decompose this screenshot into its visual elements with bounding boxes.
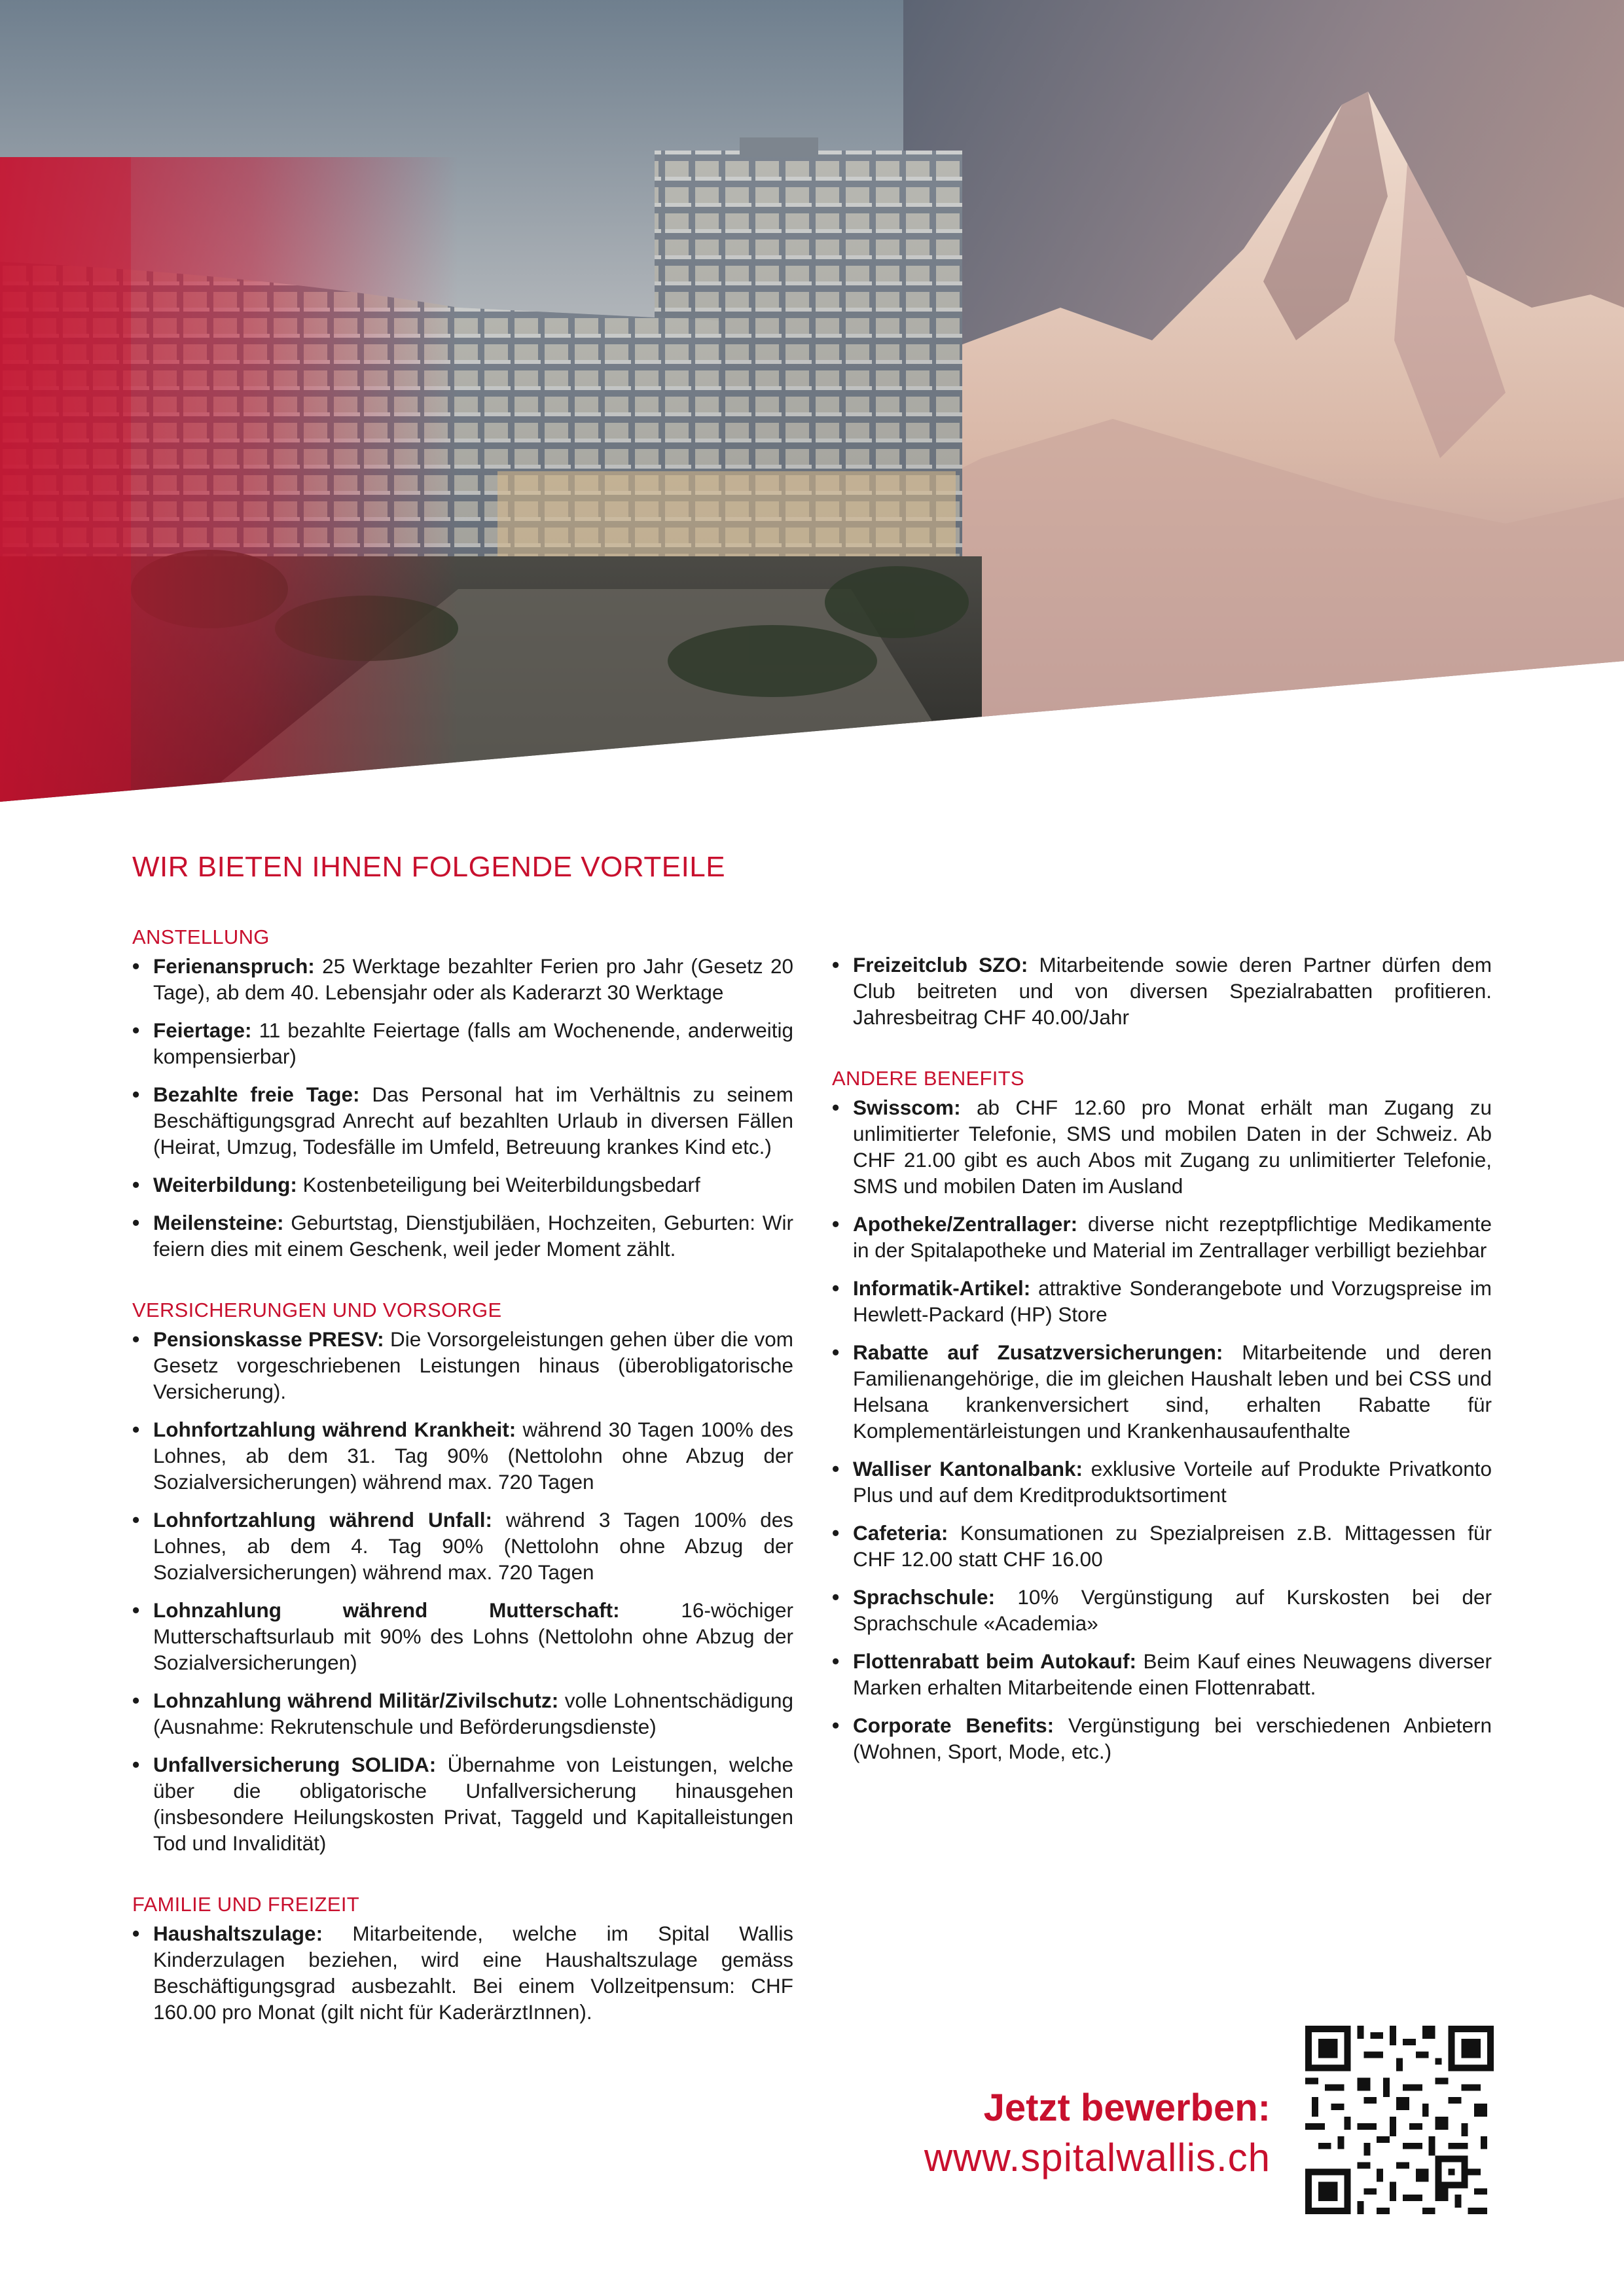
left-column (132, 851, 793, 2062)
item-text: Übernahme von Leistungen, welche über die obligatorische Unfallversicherung hinausgehen (insbesondere Heilungskosten Privat, Taggeld und Kapitalleistungen Tod und Invalidität) (153, 1753, 793, 1855)
item-text: Das Personal hat im Verhältnis zu seinem Beschäftigungsgrad Anrecht auf bezahlten Urlaub in diversen Fällen (Heirat, Umzug, Todesfälle im Umfeld, Betreuung krankes Kind etc.) (153, 1083, 793, 1158)
item-text: Beim Kauf eines Neuwagens diverser Marken erhalten Mitarbeitende einen Flottenrabatt. (853, 1649, 1492, 1699)
list-item (132, 1081, 793, 1160)
item-term: Sprachschule: (853, 1585, 996, 1609)
hero-image (0, 0, 1624, 802)
section-heading-anstellung: ANSTELLUNG (132, 925, 270, 948)
item-text: 11 bezahlte Feiertage (falls am Wochenende, anderweitig kompensierbar) (153, 1018, 793, 1068)
item-text: Die Vorsorgeleistungen gehen über die vom Gesetz vorgeschriebenen Leistungen hinaus (überobligatorische Versicherung). (153, 1327, 793, 1403)
item-term: Ferienanspruch: (153, 954, 315, 978)
list-item (832, 1712, 1492, 1765)
list-item (132, 1416, 793, 1495)
list-item (832, 952, 1492, 1030)
list-item (132, 1172, 793, 1198)
website-link[interactable]: www.spitalwallis.ch (924, 2136, 1271, 2179)
item-text: Kostenbeteiligung bei Weiterbildungsbedarf (297, 1173, 700, 1196)
item-text: während 3 Tagen 100% des Lohnes, ab dem 4. Tag 90% (Nettolohn ohne Abzug der Sozialversicherungen) während max. 720 Tagen (153, 1508, 794, 1584)
item-term: Flottenrabatt beim Autokauf: (853, 1649, 1136, 1673)
right-column (832, 851, 1492, 1801)
item-text: Konsumationen zu Spezialpreisen z.B. Mittagessen für CHF 12.00 statt CHF 16.00 (853, 1521, 1492, 1571)
section-heading-andere-benefits: ANDERE BENEFITS (832, 1067, 1024, 1090)
list-freizeit (832, 952, 1492, 1030)
item-term: Pensionskasse PRESV: (153, 1327, 384, 1351)
list-item (832, 1520, 1492, 1572)
list-item (132, 1507, 793, 1585)
item-text: 25 Werktage bezahlter Ferien pro Jahr (Gesetz 20 Tage), ab dem 40. Lebensjahr oder als Kaderarzt 30 Werktage (153, 954, 793, 1004)
item-term: Lohnfortzahlung während Krankheit: (153, 1418, 516, 1441)
item-term: Lohnzahlung während Militär/Zivilschutz: (153, 1689, 559, 1712)
item-text: 16-wöchiger Mutterschaftsurlaub mit 90% des Lohns (Nettolohn ohne Abzug der Sozialversicherungen) (153, 1598, 794, 1674)
list-item (132, 1751, 793, 1856)
item-text: Vergünstigung bei verschiedenen Anbietern (Wohnen, Sport, Mode, etc.) (853, 1713, 1492, 1763)
item-term: Freizeitclub SZO: (853, 953, 1028, 977)
apply-now-label: Jetzt bewerben: (983, 2087, 1271, 2129)
list-anstellung (132, 953, 793, 1262)
item-text: Mitarbeitende sowie deren Partner dürfen dem Club beitreten und von diversen Spezialrabatten profitieren. Jahresbeitrag CHF 40.00/Jahr (853, 953, 1492, 1029)
list-item (132, 1687, 793, 1740)
section-heading-versicherungen: VERSICHERUNGEN UND VORSORGE (132, 1299, 502, 1321)
item-text: während 30 Tagen 100% des Lohnes, ab dem 31. Tag 90% (Nettolohn ohne Abzug der Sozialversicherungen) während max. 720 Tagen (153, 1418, 793, 1494)
list-item (832, 1584, 1492, 1636)
item-term: Rabatte auf Zusatzversicherungen: (853, 1340, 1223, 1364)
item-text: Mitarbeitende, welche im Spital Wallis Kinderzulagen beziehen, wird eine Haushaltszulage gemäss Beschäftigungsgrad ausbezahlt. Bei einem Vollzeitpensum: CHF 160.00 pro Monat (gilt nicht für KaderärztInnen). (153, 1922, 793, 2024)
item-term: Haushaltszulage: (153, 1922, 323, 1945)
item-term: Lohnzahlung während Mutterschaft: (153, 1598, 620, 1622)
item-text: ab CHF 12.60 pro Monat erhält man Zugang zu unlimitierter Telefonie, SMS und mobilen Daten in der Schweiz. Ab CHF 21.00 gibt es auch Abos mit Zugang zu unlimitierter Telefonie, SMS und mobilen Daten im Ausland (853, 1096, 1492, 1198)
list-item (832, 1339, 1492, 1444)
item-term: Informatik-Artikel: (853, 1276, 1031, 1300)
list-item (132, 953, 793, 1005)
list-item (832, 1456, 1492, 1508)
item-text: attraktive Sonderangebote und Vorzugspreise im Hewlett-Packard (HP) Store (853, 1276, 1492, 1326)
hospital-and-matterhorn-photo (0, 0, 1624, 802)
item-term: Swisscom: (853, 1096, 961, 1119)
item-term: Meilensteine: (153, 1211, 284, 1234)
list-item (132, 1326, 793, 1405)
list-item (832, 1211, 1492, 1263)
item-term: Feiertage: (153, 1018, 252, 1042)
qr-code-icon[interactable] (1305, 2026, 1494, 2214)
list-item (832, 1094, 1492, 1199)
list-item (132, 1017, 793, 1069)
item-term: Apotheke/Zentrallager: (853, 1212, 1078, 1236)
item-text: Geburtstag, Dienstjubiläen, Hochzeiten, Geburten: Wir feiern dies mit einem Geschenk, weil jeder Moment zählt. (153, 1211, 793, 1261)
list-familie (132, 1920, 793, 2025)
list-item (132, 1210, 793, 1262)
item-term: Lohnfortzahlung während Unfall: (153, 1508, 492, 1532)
item-term: Weiterbildung: (153, 1173, 297, 1196)
item-term: Corporate Benefits: (853, 1713, 1055, 1737)
item-term: Bezahlte freie Tage: (153, 1083, 360, 1106)
list-item (832, 1275, 1492, 1327)
item-text: diverse nicht rezeptpflichtige Medikamente in der Spitalapotheke und Material im Zentrallager verbilligt beziehbar (853, 1212, 1492, 1262)
item-term: Walliser Kantonalbank: (853, 1457, 1083, 1480)
item-text: 10% Vergünstigung auf Kurskosten bei der Sprachschule «Academia» (853, 1585, 1492, 1635)
item-text: exklusive Vorteile auf Produkte Privatkonto Plus und auf dem Kreditproduktsortiment (853, 1457, 1492, 1507)
call-to-action (924, 2085, 1271, 2185)
list-item (832, 1648, 1492, 1700)
page-title: WIR BIETEN IHNEN FOLGENDE VORTEILE (132, 851, 726, 883)
list-item (132, 1597, 793, 1676)
list-versicherungen (132, 1326, 793, 1856)
section-heading-familie: FAMILIE UND FREIZEIT (132, 1893, 360, 1916)
item-term: Unfallversicherung SOLIDA: (153, 1753, 437, 1776)
item-text: Mitarbeitende und deren Familienangehörige, die im gleichen Haushalt leben und bei CSS und Helsana krankenversichert sind, erhalten Rabatte für Komplementärleistungen und Krankenhausaufenthalte (853, 1340, 1492, 1443)
item-text: volle Lohnentschädigung (Ausnahme: Rekrutenschule und Beförderungsdienste) (153, 1689, 793, 1738)
list-andere-benefits (832, 1094, 1492, 1765)
list-item (132, 1920, 793, 2025)
item-term: Cafeteria: (853, 1521, 948, 1545)
